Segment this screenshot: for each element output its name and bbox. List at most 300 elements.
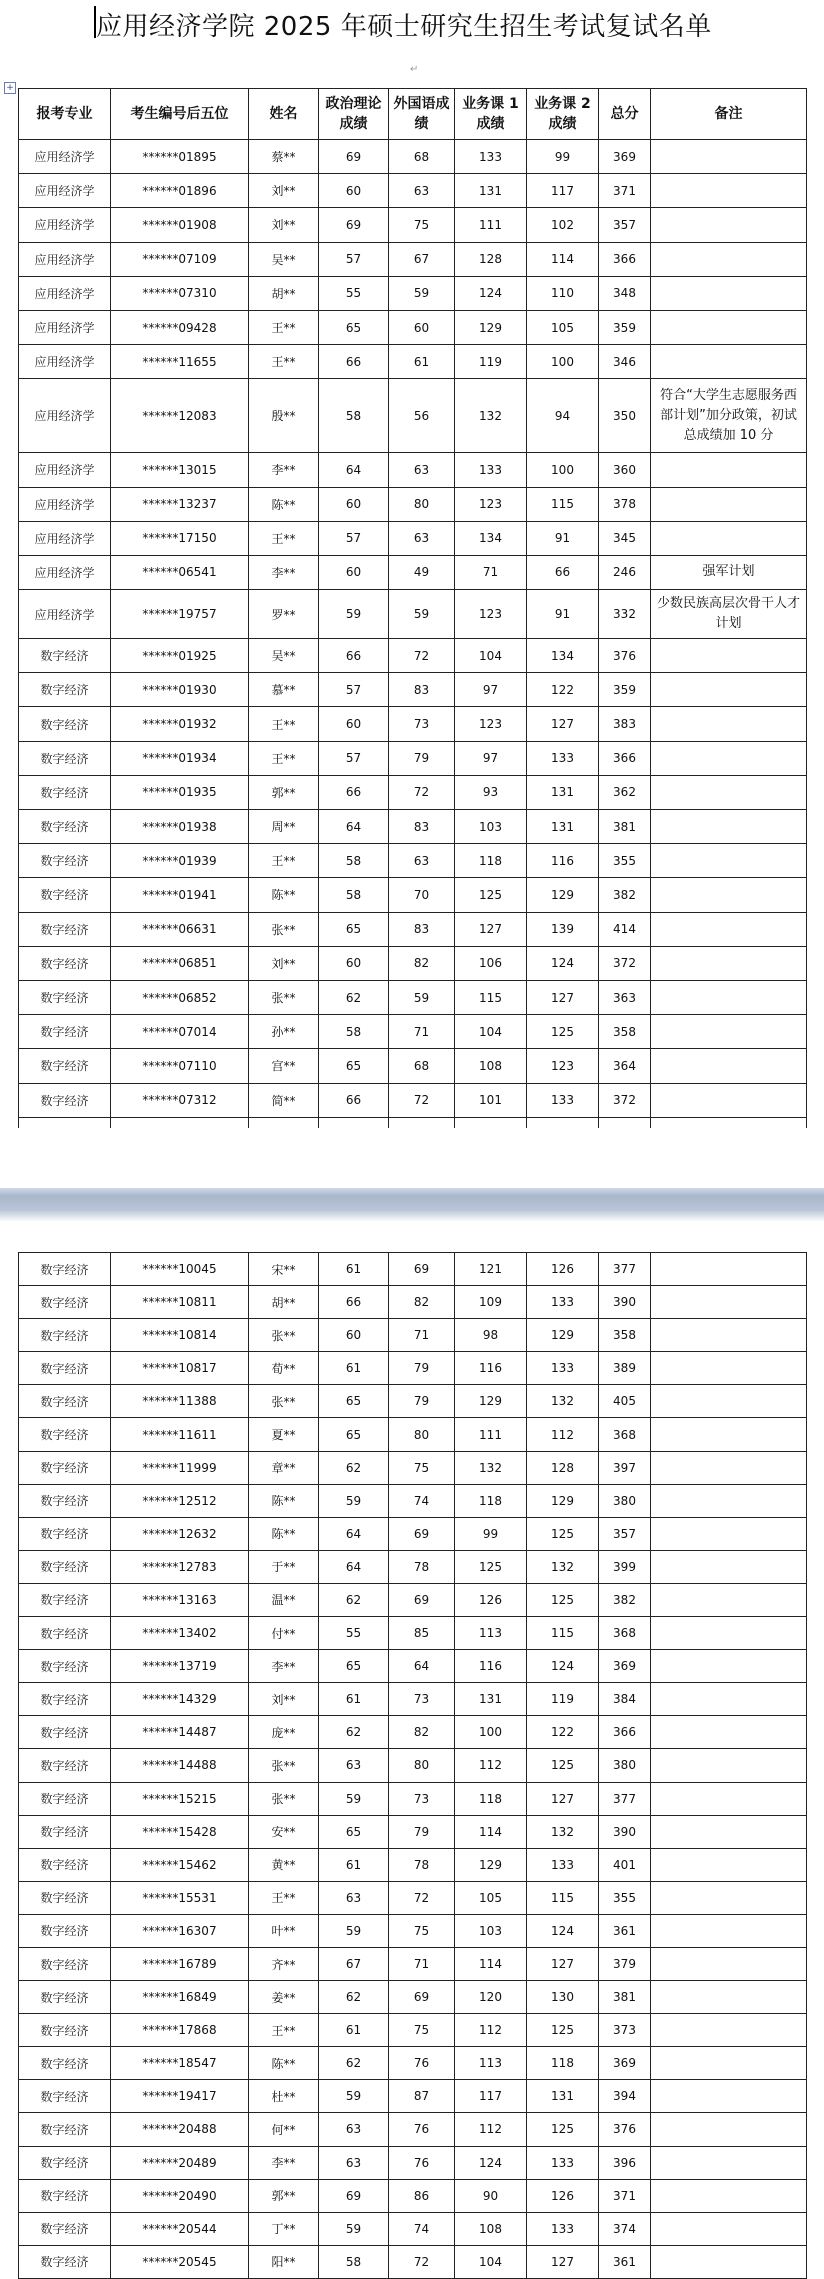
cell-major: 数字经济 — [19, 707, 111, 741]
cell-foreign: 63 — [389, 174, 455, 208]
cell-note — [651, 1083, 807, 1117]
table-row — [19, 379, 807, 453]
cell-note — [651, 1650, 807, 1683]
cell-course1: 112 — [455, 2014, 527, 2047]
cell-name: 陈** — [249, 2047, 319, 2080]
cell-major: 应用经济学 — [19, 555, 111, 589]
cell-course1: 132 — [455, 1451, 527, 1484]
cell-total: 381 — [599, 810, 651, 844]
cell-major: 数字经济 — [19, 775, 111, 809]
cell-total: 350 — [599, 379, 651, 453]
cell-total: 345 — [599, 521, 651, 555]
cell-politics: 65 — [319, 1418, 389, 1451]
table-move-handle-icon[interactable]: + — [4, 82, 16, 94]
cell-note — [651, 2245, 807, 2278]
cell-note — [651, 1385, 807, 1418]
cell-note — [651, 345, 807, 379]
cell-politics: 60 — [319, 174, 389, 208]
cell-foreign: 78 — [389, 1550, 455, 1583]
cell-note — [651, 673, 807, 707]
cell-candidate-id: ******15462 — [111, 1848, 249, 1881]
table-row — [19, 276, 807, 310]
cell-major: 数字经济 — [19, 673, 111, 707]
table-row — [19, 1451, 807, 1484]
cell-note — [651, 1049, 807, 1083]
cell-course1: 118 — [455, 1484, 527, 1517]
cell-candidate-id: ******11999 — [111, 1451, 249, 1484]
cell-foreign: 75 — [389, 1451, 455, 1484]
cell-politics: 69 — [319, 140, 389, 174]
table-row — [19, 1484, 807, 1517]
cell-course1: 116 — [455, 1650, 527, 1683]
cell-name: 杜** — [249, 2080, 319, 2113]
table-row — [19, 1749, 807, 1782]
cell-course2: 128 — [527, 1451, 599, 1484]
cell-course2: 100 — [527, 345, 599, 379]
cell-note — [651, 2080, 807, 2113]
cell-foreign: 68 — [389, 1049, 455, 1083]
cell-note — [651, 1617, 807, 1650]
cell-course1: 133 — [455, 453, 527, 487]
cell-course1: 124 — [455, 276, 527, 310]
cell-name: 吴** — [249, 639, 319, 673]
cell-course2: 133 — [527, 1083, 599, 1117]
cell-major: 数字经济 — [19, 2047, 111, 2080]
cell-politics: 58 — [319, 379, 389, 453]
cell-politics: 59 — [319, 1914, 389, 1947]
cell-politics: 57 — [319, 673, 389, 707]
header-major: 报考专业 — [19, 89, 111, 140]
cell-total: 399 — [599, 1550, 651, 1583]
cell-note — [651, 1015, 807, 1049]
cell-candidate-id: ******01925 — [111, 639, 249, 673]
table-row — [19, 1583, 807, 1616]
table-row — [19, 1650, 807, 1683]
cell-course1: 97 — [455, 741, 527, 775]
cell-note — [651, 1484, 807, 1517]
table-row — [19, 912, 807, 946]
cell-course2: 102 — [527, 208, 599, 242]
cell-note — [651, 775, 807, 809]
cell-note — [651, 1848, 807, 1881]
header-course2: 业务课 2 成绩 — [527, 89, 599, 140]
cell-course1: 129 — [455, 1385, 527, 1418]
cell-course1: 97 — [455, 673, 527, 707]
table-row — [19, 1782, 807, 1815]
cell-foreign: 79 — [389, 1385, 455, 1418]
document-page-2 — [0, 1222, 824, 2270]
table-row — [19, 1716, 807, 1749]
table-row — [19, 590, 807, 639]
cell-total: 382 — [599, 1583, 651, 1616]
cell-politics: 61 — [319, 1352, 389, 1385]
cell-major: 应用经济学 — [19, 140, 111, 174]
cell-name: 夏** — [249, 1418, 319, 1451]
cell-total: 369 — [599, 1650, 651, 1683]
cell-note — [651, 310, 807, 344]
cell-name: 张** — [249, 912, 319, 946]
cell-candidate-id: ******01938 — [111, 810, 249, 844]
cell-total: 371 — [599, 2179, 651, 2212]
cell-course1: 123 — [455, 590, 527, 639]
cell-note — [651, 912, 807, 946]
cell-major: 数字经济 — [19, 1583, 111, 1616]
table-row — [19, 639, 807, 673]
cell-foreign: 83 — [389, 673, 455, 707]
cell-name: 张** — [249, 980, 319, 1014]
cell-major: 数字经济 — [19, 2080, 111, 2113]
cell-foreign: 72 — [389, 775, 455, 809]
cell-name: 叶** — [249, 1914, 319, 1947]
cell-politics: 55 — [319, 1617, 389, 1650]
table-row — [19, 2212, 807, 2245]
cell-politics: 60 — [319, 555, 389, 589]
cell-major: 数字经济 — [19, 2146, 111, 2179]
cell-major: 数字经济 — [19, 1782, 111, 1815]
cell-name: 周** — [249, 810, 319, 844]
cell-major: 数字经济 — [19, 1650, 111, 1683]
cell-foreign: 86 — [389, 2179, 455, 2212]
cell-major: 数字经济 — [19, 2245, 111, 2278]
cell-course1: 112 — [455, 2113, 527, 2146]
cell-name: 陈** — [249, 487, 319, 521]
cell-course1: 119 — [455, 345, 527, 379]
cell-foreign: 64 — [389, 1650, 455, 1683]
cell-name: 庞** — [249, 1716, 319, 1749]
table-row — [19, 741, 807, 775]
cell-course1: 131 — [455, 1683, 527, 1716]
cell-total: 355 — [599, 844, 651, 878]
cell-total: 380 — [599, 1484, 651, 1517]
cell-course1: 98 — [455, 1319, 527, 1352]
cell-total: 346 — [599, 345, 651, 379]
cell-foreign: 76 — [389, 2047, 455, 2080]
cell-major: 数字经济 — [19, 1253, 111, 1286]
cell-candidate-id: ******01895 — [111, 140, 249, 174]
cell-course2: 124 — [527, 946, 599, 980]
cell-politics: 55 — [319, 276, 389, 310]
cell-course2: 133 — [527, 741, 599, 775]
cell-total: 372 — [599, 1083, 651, 1117]
cell-foreign: 79 — [389, 1815, 455, 1848]
cell-politics: 57 — [319, 741, 389, 775]
cell-foreign: 72 — [389, 1083, 455, 1117]
cell-candidate-id: ******20488 — [111, 2113, 249, 2146]
table-row — [19, 453, 807, 487]
cell-candidate-id: ******06851 — [111, 946, 249, 980]
table-row — [19, 2146, 807, 2179]
cell-major: 数字经济 — [19, 1914, 111, 1947]
cell-politics: 66 — [319, 775, 389, 809]
cell-politics: 69 — [319, 208, 389, 242]
cell-course2: 66 — [527, 555, 599, 589]
cell-total: 361 — [599, 2245, 651, 2278]
cell-foreign: 63 — [389, 844, 455, 878]
cell-major: 数字经济 — [19, 980, 111, 1014]
table-row — [19, 1517, 807, 1550]
cell-course2: 91 — [527, 521, 599, 555]
cell-politics: 59 — [319, 1782, 389, 1815]
cell-politics: 63 — [319, 2113, 389, 2146]
cell-foreign: 79 — [389, 741, 455, 775]
cell-total: 359 — [599, 673, 651, 707]
cell-total: 363 — [599, 980, 651, 1014]
cell-note — [651, 1253, 807, 1286]
cell-candidate-id: ******19757 — [111, 590, 249, 639]
cell-politics: 61 — [319, 1253, 389, 1286]
cell-candidate-id: ******13163 — [111, 1583, 249, 1616]
cell-foreign: 71 — [389, 1319, 455, 1352]
cell-politics: 59 — [319, 2212, 389, 2245]
cell-note — [651, 174, 807, 208]
cell-course1: 123 — [455, 487, 527, 521]
cell-candidate-id: ******06631 — [111, 912, 249, 946]
header-foreign: 外国语成绩 — [389, 89, 455, 140]
cell-course1: 104 — [455, 1015, 527, 1049]
table-row — [19, 1418, 807, 1451]
cell-note — [651, 1451, 807, 1484]
cell-total: 414 — [599, 912, 651, 946]
cell-total: 383 — [599, 707, 651, 741]
cell-major: 应用经济学 — [19, 345, 111, 379]
cell-name: 陈** — [249, 878, 319, 912]
cell-name: 付** — [249, 1617, 319, 1650]
cell-politics: 64 — [319, 1517, 389, 1550]
cell-major: 数字经济 — [19, 1484, 111, 1517]
cell-major: 数字经济 — [19, 1815, 111, 1848]
cell-name: 陈** — [249, 1517, 319, 1550]
cell-major: 数字经济 — [19, 2014, 111, 2047]
cell-major: 应用经济学 — [19, 242, 111, 276]
cell-course2: 117 — [527, 174, 599, 208]
cell-note — [651, 2212, 807, 2245]
cell-total: 390 — [599, 1815, 651, 1848]
cell-politics: 66 — [319, 639, 389, 673]
cell-foreign: 59 — [389, 276, 455, 310]
cell-politics: 59 — [319, 1484, 389, 1517]
table-row — [19, 140, 807, 174]
cell-total: 357 — [599, 1517, 651, 1550]
cell-course2: 127 — [527, 980, 599, 1014]
cell-total: 378 — [599, 487, 651, 521]
candidate-table-page-2 — [18, 1252, 807, 2279]
cell-course2: 132 — [527, 1815, 599, 1848]
table-row — [19, 1015, 807, 1049]
cell-foreign: 69 — [389, 1583, 455, 1616]
cell-foreign: 67 — [389, 242, 455, 276]
cell-politics: 64 — [319, 1550, 389, 1583]
cell-candidate-id: ******12512 — [111, 1484, 249, 1517]
cell-name: 李** — [249, 555, 319, 589]
cell-major: 应用经济学 — [19, 379, 111, 453]
cell-course2: 131 — [527, 810, 599, 844]
cell-foreign: 60 — [389, 310, 455, 344]
cell-note — [651, 844, 807, 878]
cell-total: 401 — [599, 1848, 651, 1881]
cell-candidate-id: ******16307 — [111, 1914, 249, 1947]
cell-politics: 66 — [319, 1083, 389, 1117]
cell-politics: 58 — [319, 878, 389, 912]
cell-major: 数字经济 — [19, 1385, 111, 1418]
cell-course1: 131 — [455, 174, 527, 208]
cell-foreign: 63 — [389, 453, 455, 487]
cell-name: 安** — [249, 1815, 319, 1848]
table-row — [19, 1815, 807, 1848]
cell-course2: 115 — [527, 1881, 599, 1914]
cell-politics: 65 — [319, 912, 389, 946]
cell-major: 应用经济学 — [19, 590, 111, 639]
cell-major: 数字经济 — [19, 1418, 111, 1451]
cell-course1: 121 — [455, 1253, 527, 1286]
cell-name: 宫** — [249, 1049, 319, 1083]
cell-course1: 129 — [455, 1848, 527, 1881]
cell-foreign: 72 — [389, 2245, 455, 2278]
cell-course1: 99 — [455, 1517, 527, 1550]
cell-total: 360 — [599, 453, 651, 487]
cell-total: 348 — [599, 276, 651, 310]
cell-course2: 123 — [527, 1049, 599, 1083]
cell-major: 数字经济 — [19, 1015, 111, 1049]
cell-politics: 60 — [319, 487, 389, 521]
cell-candidate-id: ******13402 — [111, 1617, 249, 1650]
table-row — [19, 2113, 807, 2146]
cell-total: 369 — [599, 2047, 651, 2080]
cell-note — [651, 980, 807, 1014]
cell-course2: 115 — [527, 1617, 599, 1650]
cell-name: 王** — [249, 521, 319, 555]
cell-politics: 63 — [319, 1749, 389, 1782]
cell-course1: 103 — [455, 1914, 527, 1947]
cell-name: 简** — [249, 1083, 319, 1117]
cell-note — [651, 2146, 807, 2179]
cell-foreign: 72 — [389, 1881, 455, 1914]
table-row — [19, 980, 807, 1014]
cell-note — [651, 208, 807, 242]
cell-major: 数字经济 — [19, 1848, 111, 1881]
cell-major: 数字经济 — [19, 741, 111, 775]
cell-candidate-id: ******14487 — [111, 1716, 249, 1749]
cell-major: 应用经济学 — [19, 453, 111, 487]
cell-course2: 100 — [527, 453, 599, 487]
cell-name: 李** — [249, 1650, 319, 1683]
cell-major: 应用经济学 — [19, 208, 111, 242]
page-break — [0, 1128, 824, 1222]
cell-course2: 99 — [527, 140, 599, 174]
cell-total: 358 — [599, 1015, 651, 1049]
cell-major: 应用经济学 — [19, 276, 111, 310]
header-total: 总分 — [599, 89, 651, 140]
cell-course2: 130 — [527, 1981, 599, 2014]
cell-note — [651, 1782, 807, 1815]
cell-candidate-id: ******12783 — [111, 1550, 249, 1583]
cell-candidate-id: ******20544 — [111, 2212, 249, 2245]
cell-foreign: 56 — [389, 379, 455, 453]
cell-name: 李** — [249, 2146, 319, 2179]
cell-candidate-id: ******07110 — [111, 1049, 249, 1083]
cell-name: 李** — [249, 453, 319, 487]
cell-foreign: 74 — [389, 1484, 455, 1517]
cell-note — [651, 453, 807, 487]
cell-candidate-id: ******07109 — [111, 242, 249, 276]
cell-candidate-id: ******14488 — [111, 1749, 249, 1782]
cell-note — [651, 2113, 807, 2146]
cell-politics: 62 — [319, 1981, 389, 2014]
cell-foreign: 75 — [389, 1914, 455, 1947]
cell-candidate-id: ******01934 — [111, 741, 249, 775]
paragraph-mark-icon: ↵ — [410, 64, 419, 75]
cell-total: 376 — [599, 639, 651, 673]
cell-course1: 115 — [455, 980, 527, 1014]
cell-politics: 63 — [319, 2146, 389, 2179]
cell-major: 数字经济 — [19, 1517, 111, 1550]
cell-major: 数字经济 — [19, 1981, 111, 2014]
cell-candidate-id: ******11388 — [111, 1385, 249, 1418]
table-row — [19, 310, 807, 344]
cell-total: 368 — [599, 1617, 651, 1650]
cell-note — [651, 639, 807, 673]
cell-total: 369 — [599, 140, 651, 174]
cell-major: 数字经济 — [19, 878, 111, 912]
cell-total: 332 — [599, 590, 651, 639]
cell-total: 380 — [599, 1749, 651, 1782]
cell-total: 358 — [599, 1319, 651, 1352]
cell-foreign: 83 — [389, 912, 455, 946]
cell-name: 王** — [249, 345, 319, 379]
cell-course2: 94 — [527, 379, 599, 453]
cell-politics: 62 — [319, 980, 389, 1014]
cell-candidate-id: ******11611 — [111, 1418, 249, 1451]
cell-course2: 127 — [527, 1782, 599, 1815]
cell-course2: 129 — [527, 1319, 599, 1352]
cell-foreign: 73 — [389, 1782, 455, 1815]
cell-note — [651, 1517, 807, 1550]
cell-total: 384 — [599, 1683, 651, 1716]
table-row — [19, 1683, 807, 1716]
table-row — [19, 1981, 807, 2014]
cell-total: 389 — [599, 1352, 651, 1385]
cell-name: 张** — [249, 1782, 319, 1815]
table-row — [19, 1352, 807, 1385]
cell-course1: 126 — [455, 1583, 527, 1616]
cell-major: 数字经济 — [19, 2113, 111, 2146]
cell-politics: 66 — [319, 345, 389, 379]
cell-candidate-id: ******15215 — [111, 1782, 249, 1815]
cell-candidate-id: ******15531 — [111, 1881, 249, 1914]
cell-politics: 58 — [319, 2245, 389, 2278]
table-row — [19, 2179, 807, 2212]
cell-total: 377 — [599, 1782, 651, 1815]
cell-candidate-id: ******01896 — [111, 174, 249, 208]
cell-note — [651, 1749, 807, 1782]
cell-course2: 125 — [527, 1015, 599, 1049]
cell-politics: 59 — [319, 2080, 389, 2113]
cell-total: 361 — [599, 1914, 651, 1947]
cell-candidate-id: ******11655 — [111, 345, 249, 379]
cell-candidate-id: ******12083 — [111, 379, 249, 453]
cell-total: 382 — [599, 878, 651, 912]
cell-major: 数字经济 — [19, 639, 111, 673]
cell-name: 黄** — [249, 1848, 319, 1881]
cell-foreign: 82 — [389, 946, 455, 980]
cell-candidate-id: ******17868 — [111, 2014, 249, 2047]
table-row — [19, 1385, 807, 1418]
cell-total: 246 — [599, 555, 651, 589]
cell-politics: 60 — [319, 946, 389, 980]
cell-note — [651, 1815, 807, 1848]
cell-name: 荀** — [249, 1352, 319, 1385]
cell-name: 郭** — [249, 775, 319, 809]
cell-foreign: 73 — [389, 1683, 455, 1716]
